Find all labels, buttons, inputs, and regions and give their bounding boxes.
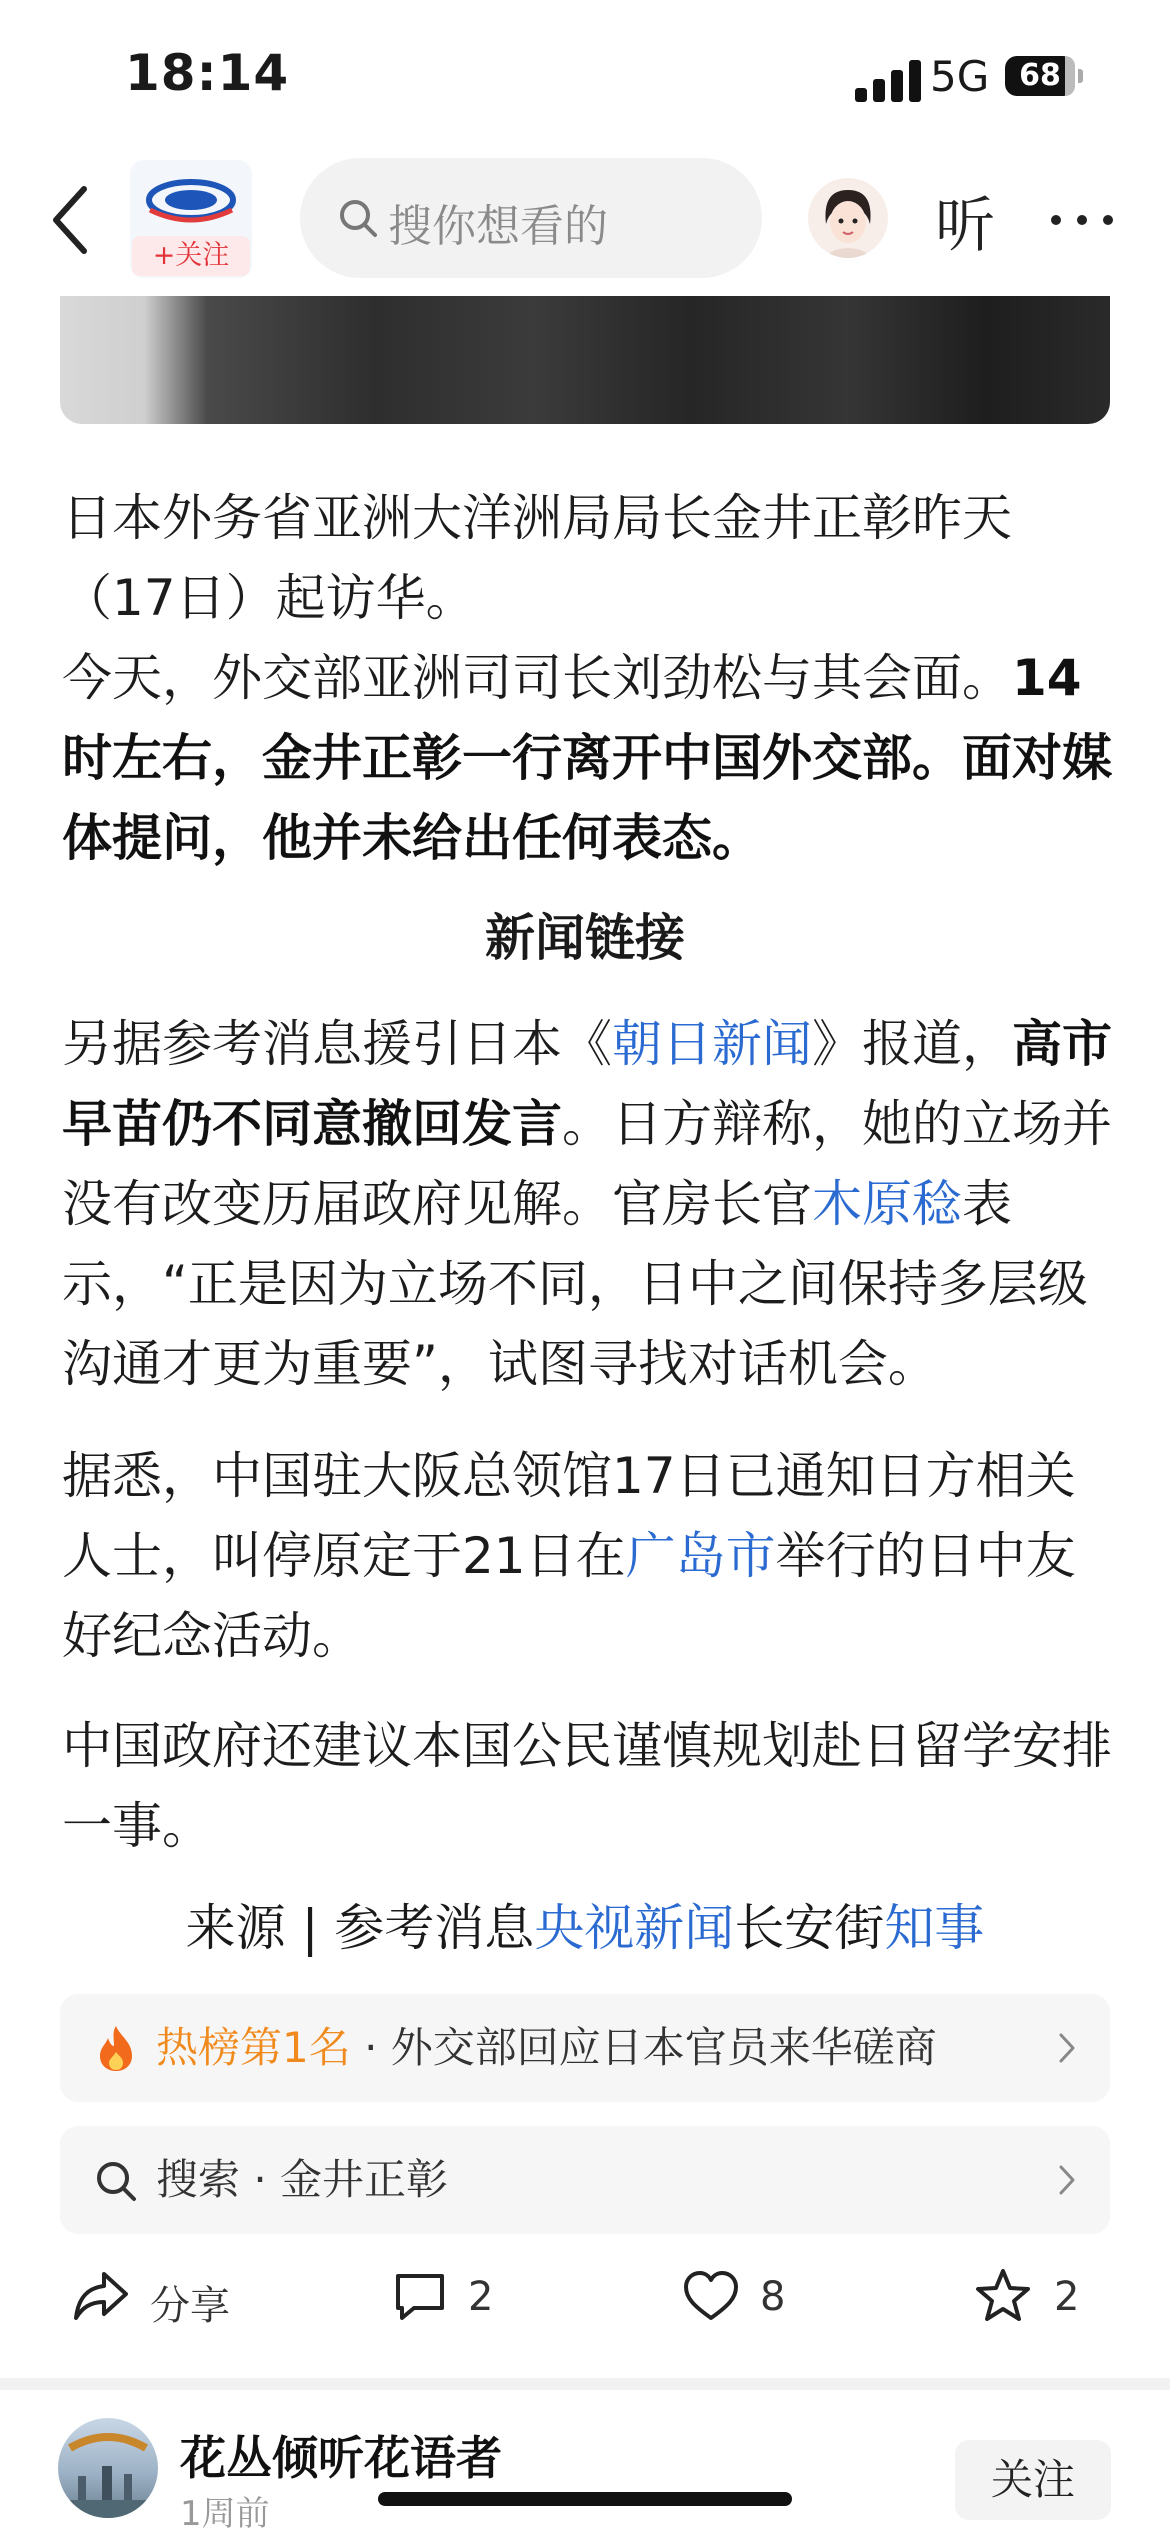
like-count: 8 xyxy=(760,2274,786,2320)
home-indicator[interactable] xyxy=(378,2492,792,2506)
cellular-signal-icon xyxy=(855,60,925,102)
related-search-text: 搜索 · 金井正彰 xyxy=(156,2155,449,2204)
article-paragraph-2 xyxy=(62,638,1112,878)
publisher-logo-icon xyxy=(130,160,252,240)
section-title: 新闻链接 xyxy=(485,909,685,967)
comment-count: 2 xyxy=(468,2274,494,2320)
paragraph-3-text-d: 表示，“正是因为立场不同，日中之间保持多层级沟通才更为重要”，试图寻找对话机会。 xyxy=(62,1175,1088,1393)
heart-icon xyxy=(682,2268,740,2324)
back-arrow-icon[interactable] xyxy=(50,185,90,255)
favorite-count: 2 xyxy=(1054,2274,1080,2320)
battery-icon xyxy=(1005,56,1085,96)
search-bar[interactable] xyxy=(300,158,762,278)
article-photo[interactable] xyxy=(60,296,1110,424)
woman-avatar-icon xyxy=(808,178,888,258)
link-cctv-news[interactable]: 央视新闻 xyxy=(534,1899,735,1957)
article-source xyxy=(0,1888,1170,1968)
favorite-button[interactable] xyxy=(974,2268,1104,2332)
listen-button[interactable]: 听 xyxy=(935,191,995,261)
star-icon xyxy=(974,2268,1032,2324)
hot-list-card[interactable] xyxy=(60,1994,1110,2102)
article-paragraph-4 xyxy=(62,1436,1112,1676)
source-mid: 长安街 xyxy=(734,1899,885,1957)
paragraph-4-text-b: 举行的日中友好纪念活动。 xyxy=(62,1527,1076,1665)
search-icon xyxy=(338,198,378,238)
paragraph-4-text-a: 据悉，中国驻大阪总领馆17日已通知日方相关人士，叫停原定于21日在 xyxy=(62,1447,1076,1585)
fire-icon xyxy=(94,2024,138,2072)
author-avatar-image xyxy=(58,2418,158,2518)
paragraph-3-bold: 高市早苗仍不同意撤回发言 xyxy=(62,1015,1112,1153)
author-name[interactable]: 花丛倾听花语者 xyxy=(180,2431,502,2485)
search-placeholder: 搜你想看的 xyxy=(388,201,608,252)
reader-avatar[interactable] xyxy=(808,178,888,258)
article-paragraph-5: 中国政府还建议本国公民谨慎规划赴日留学安排一事。 xyxy=(62,1717,1112,1855)
chevron-right-icon xyxy=(1058,2032,1076,2064)
status-time: 18:14 xyxy=(125,44,290,102)
link-asahi-shimbun[interactable]: 朝日新闻 xyxy=(612,1015,812,1073)
paragraph-2-bold: 14时左右，金井正彰一行离开中国外交部。面对媒体提问，他并未给出任何表态。 xyxy=(62,649,1112,867)
related-search-card[interactable] xyxy=(60,2126,1110,2234)
hot-title: · 外交部回应日本官员来华磋商 xyxy=(350,2023,937,2072)
paragraph-3-text-b: 》报道， xyxy=(812,1015,1012,1073)
comment-button[interactable] xyxy=(392,2268,522,2332)
share-label: 分享 xyxy=(150,2283,230,2329)
comment-icon xyxy=(392,2268,448,2324)
article-paragraph-1: 日本外务省亚洲大洋洲局局长金井正彰昨天（17日）起访华。 xyxy=(62,489,1012,627)
chevron-right-icon xyxy=(1058,2164,1076,2196)
link-hiroshima[interactable]: 广岛市 xyxy=(625,1527,776,1585)
paragraph-2-text: 今天，外交部亚洲司司长刘劲松与其会面。 xyxy=(62,649,1012,707)
source-prefix: 来源 | 参考消息 xyxy=(185,1899,535,1957)
share-icon xyxy=(72,2268,130,2324)
more-options-icon[interactable] xyxy=(1050,214,1114,226)
section-divider xyxy=(0,2378,1170,2390)
article-paragraph-3 xyxy=(62,1004,1112,1404)
search-icon xyxy=(94,2156,138,2204)
like-button[interactable] xyxy=(682,2268,812,2332)
link-kihara-minoru[interactable]: 木原稔 xyxy=(812,1175,962,1233)
share-button[interactable] xyxy=(72,2268,272,2332)
hot-rank: 热榜第1名 xyxy=(156,2023,351,2072)
link-zhishi[interactable]: 知事 xyxy=(884,1899,985,1957)
follow-publisher-tag[interactable]: +关注 xyxy=(132,236,250,276)
paragraph-3-text-c: 。日方辩称，她的立场并没有改变历届政府见解。官房长官 xyxy=(62,1095,1112,1233)
follow-author-button[interactable]: 关注 xyxy=(955,2440,1111,2520)
battery-level: 68 xyxy=(1019,58,1061,93)
network-type: 5G xyxy=(930,52,990,101)
hot-list-text xyxy=(156,2018,937,2078)
author-avatar[interactable] xyxy=(58,2418,158,2518)
post-time: 1周前 xyxy=(180,2494,270,2534)
paragraph-3-text-a: 另据参考消息援引日本《 xyxy=(62,1015,612,1073)
